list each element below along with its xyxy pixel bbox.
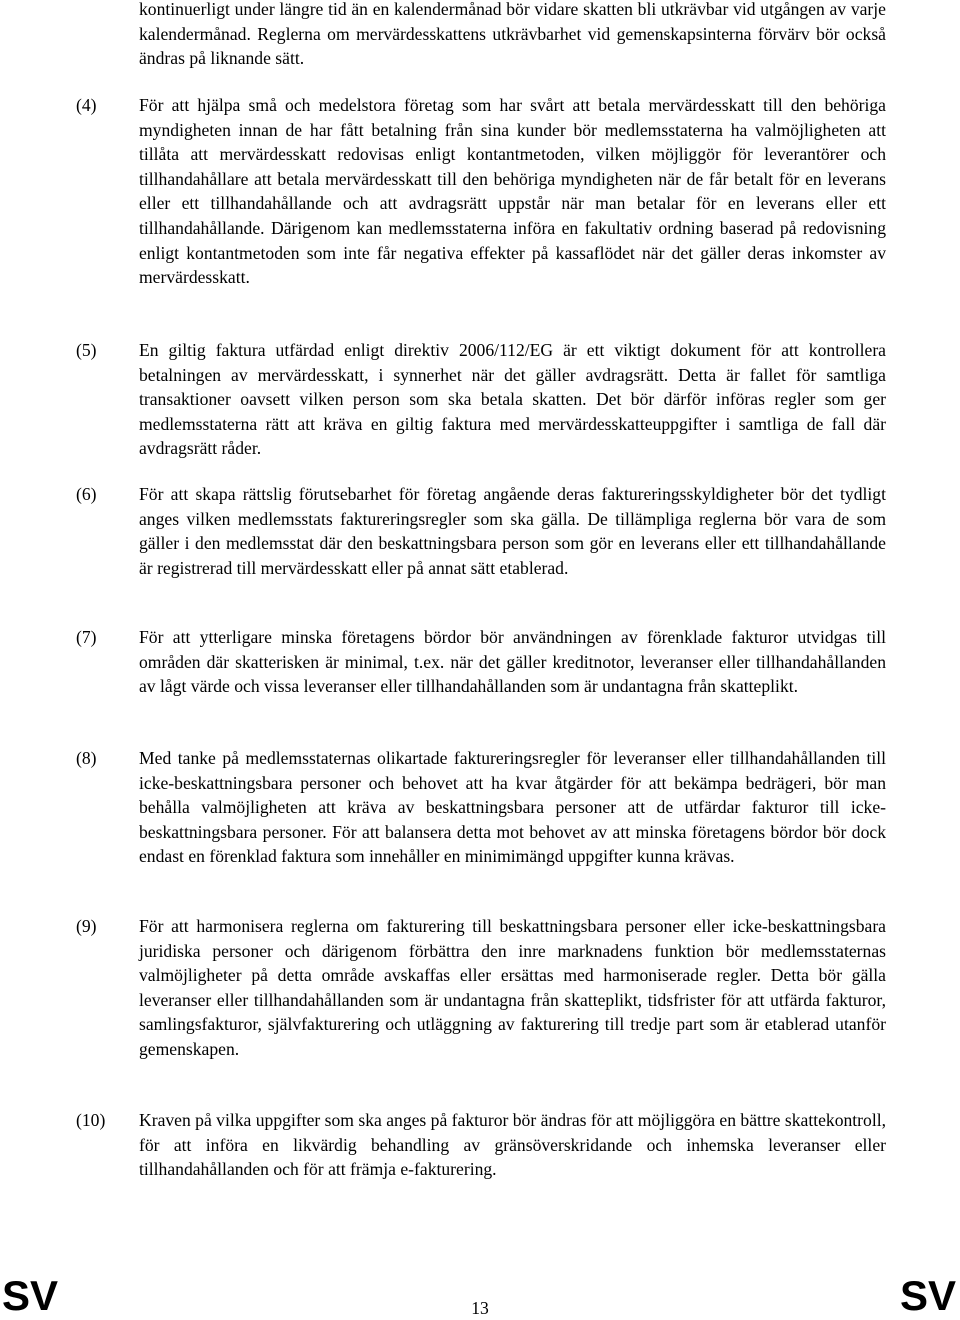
- paragraph-number: (7): [76, 627, 97, 647]
- paragraph-number: (6): [76, 484, 97, 504]
- paragraph-text: För att ytterligare minska företagens bördor bör användningen av förenklade fakturor utvidgas till områden där skatterisken är minimal, t.ex. när det gäller kreditnotor, leveranser eller tillhandahållanden av lågt värde och vissa leveranser eller tillhandahållanden som är undantagna från skatteplikt.: [139, 627, 886, 697]
- paragraph-number: (5): [76, 340, 97, 360]
- paragraph-text: För att skapa rättslig förutsebarhet för företag angående deras faktureringsskyldigheter bör det tydligt anges vilken medlemsstats faktureringsregler som ska gälla. De tillämpliga reglerna bör vara de som gäller i den medlemsstat där den beskattningsbara person som gör en leverans eller ett tillhandahållande är registrerad till mervärdesskatt eller på annat sätt etablerad.: [139, 484, 886, 578]
- footer-language-left: SV: [2, 1272, 59, 1319]
- intro-paragraph: kontinuerligt under längre tid än en kalendermånad bör vidare skatten bli utkrävbar vid utgången av varje kalendermånad. Reglerna om mervärdesskattens utkrävbarhet vid gemenskapsinterna förvärv bör också ändras på liknande sätt.: [139, 0, 886, 69]
- paragraph-text: Med tanke på medlemsstaternas olikartade faktureringsregler för leveranser eller tillhandahållanden till icke-beskattningsbara personer och behovet att ha kvar åtgärder för att bekämpa bedrägeri, bör man behålla valmöjligheten att kräva av beskattningsbara personer att de utfärdar fakturor till icke-beskattningsbara personer. För att balansera detta mot behovet av att minska företagens bördor bör dock endast en förenklad faktura som innehåller en minimimängd uppgifter kunna krävas.: [139, 748, 886, 867]
- footer-language-right: SV: [899, 1272, 956, 1319]
- paragraph-text: Kraven på vilka uppgifter som ska anges på fakturor bör ändras för att möjliggöra en bättre skattekontroll, för att införa en likvärdig behandling av gränsöverskridande och inhemska leveranser eller tillhandahållanden och för att främja e-fakturering.: [139, 1110, 887, 1180]
- paragraph-number: (8): [76, 748, 97, 768]
- paragraph-number: (4): [76, 95, 97, 115]
- footer-page-number: 13: [471, 1298, 489, 1318]
- paragraph-text: För att hjälpa små och medelstora företag som har svårt att betala mervärdesskatt till den behöriga myndigheten innan de har fått betalning från sina kunder bör medlemsstaterna ha valmöjligheten att tillåta att mervärdesskatt redovisas enligt kontantmetoden, vilken möjliggör för leverantörer och tillhandahållare att betala mervärdesskatt till den behöriga myndigheten när de får betalt för en leverans eller ett tillhandahållande och att avdragsrätt uppstår när man betalar för en leverans eller ett tillhandahållande. Därigenom kan medlemsstaterna införa en fakultativ ordning baserad på redovisning enligt kontantmetoden som inte får negativa effekter på kassaflödet när det gäller deras inkomster av mervärdesskatt.: [139, 95, 886, 288]
- paragraph-number: (9): [76, 916, 97, 936]
- paragraph-number: (10): [76, 1110, 106, 1130]
- paragraph-text: För att harmonisera reglerna om fakturering till beskattningsbara personer eller icke-beskattningsbara juridiska personer och därigenom förbättra den inre marknadens funktion bör medlemsstaternas valmöjligheter på detta område avskaffas eller ersättas med harmoniserade regler. Detta bör gälla leveranser eller tillhandahållanden som är undantagna från skatteplikt, tidsfrister för att utfärda fakturor, samlingsfakturor, självfakturering och utläggning av fakturering till tredje part som är etablerad utanför gemenskapen.: [139, 916, 886, 1059]
- paragraph-text: En giltig faktura utfärdad enligt direktiv 2006/112/EG är ett viktigt dokument för att kontrollera betalningen av mervärdesskatt, i synnerhet när det gäller avdragsrätt. Detta är fallet för samtliga transaktioner oavsett vilken person som ska betala skatten. Det bör därför införas regler som ger medlemsstaterna rätt att kräva en giltig faktura med mervärdesskatteuppgifter i samtliga de fall där avdragsrätt råder.: [139, 340, 886, 459]
